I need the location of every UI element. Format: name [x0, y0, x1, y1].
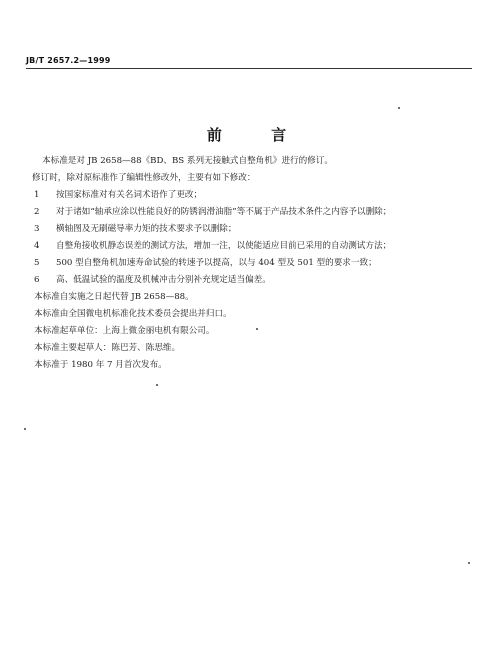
replacement-note: 本标准自实施之日起代替 JB 2658—88。	[34, 292, 194, 302]
drafters-note: 本标准主要起草人：陈巴芳、陈思维。	[34, 343, 181, 353]
scan-speck	[156, 384, 158, 386]
list-item-number: 4	[34, 241, 40, 251]
list-item-text: 对于诸如“轴承应涂以性能良好的防锈润滑油脂”等不属于产品技术条件之内容予以删除；	[56, 207, 392, 217]
list-item-number: 2	[34, 207, 40, 217]
revision-note: 修订时，除对原标准作了编辑性修改外，主要有如下修改：	[32, 173, 256, 183]
list-item-text: 高、低温试验的温度及机械冲击分别补充规定适当偏差。	[56, 275, 271, 285]
list-item-text: 500 型自整角机加速寿命试验的转速予以提高，以与 404 型及 501 型的要求一致；	[56, 258, 377, 268]
page-title: 前 言	[206, 126, 309, 144]
first-issue-note: 本标准于 1980 年 7 月首次发布。	[34, 360, 167, 370]
scan-speck	[256, 328, 258, 330]
list-item-number: 1	[34, 190, 40, 200]
list-item	[34, 258, 377, 269]
header-rule	[26, 68, 472, 69]
list-item	[34, 207, 391, 218]
scan-speck	[24, 428, 26, 430]
list-item	[34, 190, 202, 201]
drafting-unit-note: 本标准起草单位：上海上微金丽电机有限公司。	[34, 326, 215, 336]
list-item	[34, 241, 391, 252]
list-item-number: 3	[34, 224, 40, 234]
proposer-note: 本标准由全国微电机标准化技术委员会提出并归口。	[34, 309, 232, 319]
scan-speck	[398, 107, 400, 109]
list-item-number: 6	[34, 275, 40, 285]
list-item-text: 横轴图及无刷磁导率力矩的技术要求予以删除；	[56, 224, 237, 234]
list-item	[34, 275, 271, 286]
list-item-text: 自整角接收机静态误差的测试方法，增加一注，以使能适应目前已采用的自动测试方法；	[56, 241, 392, 251]
intro-paragraph: 本标准是对 JB 2658—88《BD、BS 系列无接触式自整角机》进行的修订。	[42, 156, 334, 166]
list-item-number: 5	[34, 258, 40, 268]
scan-speck	[468, 562, 470, 564]
list-item-text: 按国家标准对有关名词术语作了更改；	[56, 190, 203, 200]
standard-code: JB/T 2657.2—1999	[26, 56, 111, 65]
list-item	[34, 224, 236, 235]
